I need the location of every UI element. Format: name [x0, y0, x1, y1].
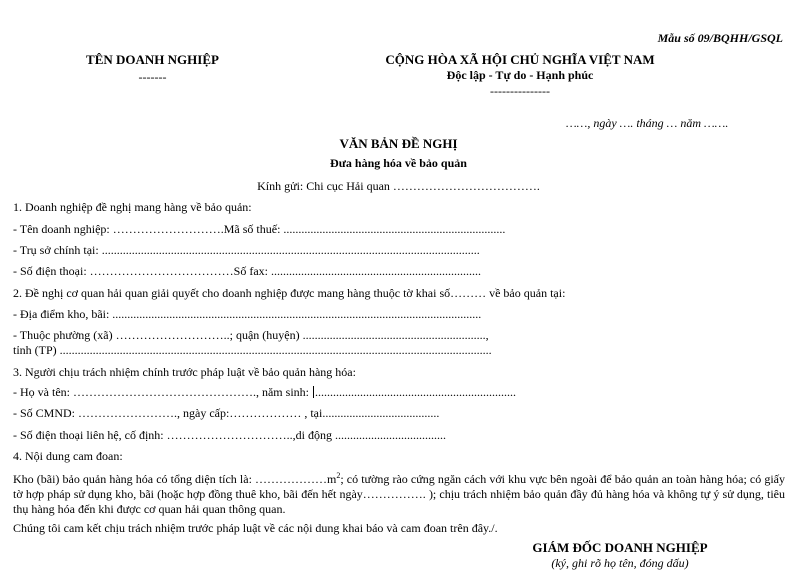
province-line: tỉnh (TP) ................................................................................................................................................	[13, 343, 492, 357]
section2-heading: 2. Đề nghị cơ quan hải quan giải quyết cho doanh nghiệp được mang hàng thuộc tờ khai số……… về bảo quản tại:	[13, 286, 566, 300]
text-cursor	[313, 386, 314, 398]
commitment-paragraph	[13, 468, 785, 517]
enterprise-name: TÊN DOANH NGHIỆP	[86, 52, 219, 67]
motto-rule: ---------------	[490, 84, 550, 98]
responsible-name-line	[13, 385, 516, 400]
signature-title: GIÁM ĐỐC DOANH NGHIỆP	[532, 540, 708, 555]
para-sup: 2	[336, 471, 341, 480]
form-code: Mẫu số 09/BQHH/GSQL	[657, 31, 783, 45]
nation-title: CỘNG HÒA XÃ HỘI CHỦ NGHĨA VIỆT NAM	[385, 52, 655, 67]
signature-note: (ký, ghi rõ họ tên, đóng dấu)	[551, 556, 689, 570]
recipient-line: Kính gửi: Chi cục Hải quan ……………………………….	[257, 179, 540, 193]
commitment-line: Chúng tôi cam kết chịu trách nhiệm trước pháp luật về các nội dung khai báo và cam đoan trên đây./.	[13, 521, 498, 535]
section4-heading: 4. Nội dung cam đoan:	[13, 449, 123, 463]
id-card-line: - Số CMND: ……………………., ngày cấp:……………… , tại.......................................	[13, 406, 440, 420]
date-line: ……, ngày …. tháng … năm …….	[566, 116, 729, 130]
contact-phone-line: - Số điện thoại liên hệ, cố định: …………………………..,di động .....................................	[13, 428, 446, 442]
location-line: - Địa điểm kho, bãi: ...........................................................................................................................	[13, 307, 482, 321]
document-title: VĂN BẢN ĐỀ NGHỊ	[339, 136, 458, 151]
enterprise-rule: -------	[138, 70, 167, 84]
section3-heading: 3. Người chịu trách nhiệm chính trước pháp luật về bảo quản hàng hóa:	[13, 365, 356, 379]
para-start: Kho (bãi) bảo quản hàng hóa có tổng diện tích là: ………………m	[13, 472, 337, 486]
motto: Độc lập - Tự do - Hạnh phúc	[446, 68, 594, 82]
name-prefix: - Họ và tên: ………………………………………., năm sinh:	[13, 385, 312, 399]
head-office-line: - Trụ sở chính tại: ..............................................................................................................................	[13, 243, 480, 257]
ward-district-line: - Thuộc phường (xã) ………………………..; quận (huyện) .............................................................,	[13, 328, 489, 342]
document-subtitle: Đưa hàng hóa về bảo quản	[330, 156, 467, 170]
section1-heading: 1. Doanh nghiệp đề nghị mang hàng về bảo quản:	[13, 200, 252, 214]
name-suffix: ...................................................................	[314, 385, 516, 399]
para-rest: ; có tường rào cứng ngăn cách với khu vực bên ngoài để bảo quản an toàn hàng hóa; có giấy tờ hợp pháp sử dụng kho, bãi (hoặc hợp đồng thuê kho, bãi đến hết ngày……………. ); chịu trách nhiệm bảo quản đầy đủ hàng hóa và không tự ý sử dụng, tiêu thụ hàng hóa đến khi được cơ quan hải quan thông quan.	[13, 472, 786, 516]
enterprise-name-line: - Tên doanh nghiệp: ……………………….Mã số thuế: ..........................................................................	[13, 222, 506, 236]
phone-fax-line: - Số điện thoại: ………………………………Số fax: ......................................................................	[13, 264, 481, 278]
